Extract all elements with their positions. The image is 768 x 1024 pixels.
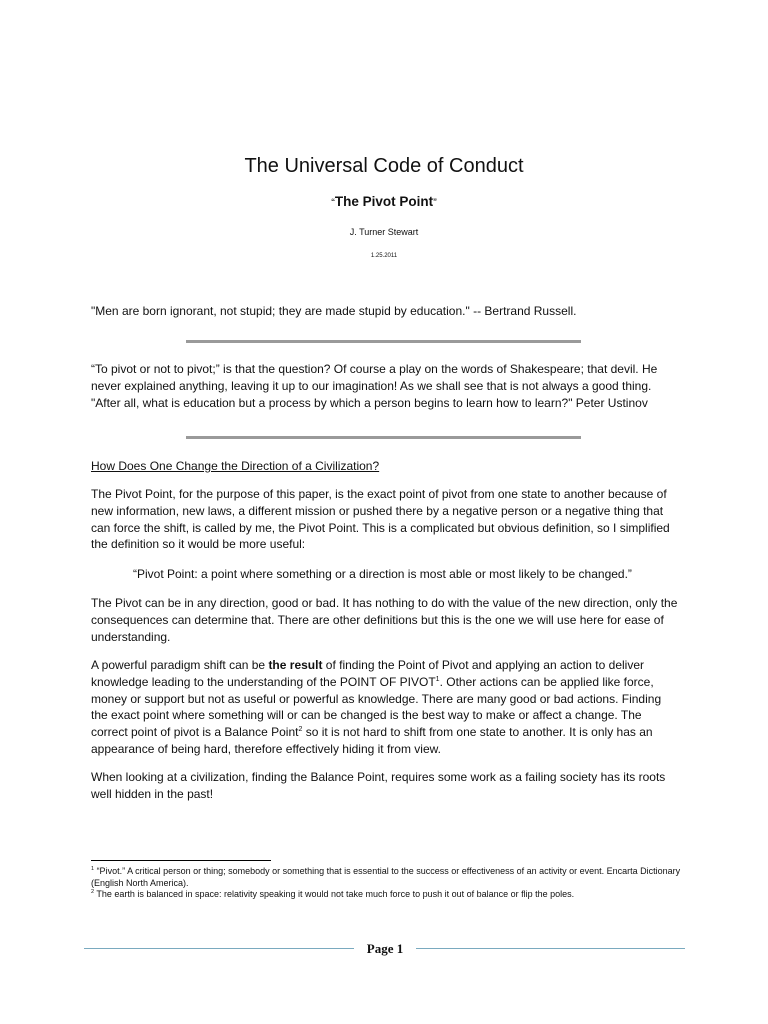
paragraph-balance-point: When looking at a civilization, finding the Balance Point, requires some work as a failing society has its roots well hidden in the past! [91,770,666,801]
separator-rule [186,340,581,343]
para3-bold: the result [268,658,323,672]
quote-pivot: “To pivot or not to pivot;” is that the question? Of course a play on the words of Shakespeare; that devil. He never explained anything, leaving it up to our imagination! As we shall see that is not always a good thing. "After all, what is education but a process by which a person begins to learn how to learn?" Peter Ustinov [91,362,658,410]
footnote-number: 1 [91,866,95,872]
page-number: Page 1 [366,941,404,956]
para3-text: . Other actions can be applied like force, money or support but not as useful or powerful as knowledge. There are many good or bad actions. Finding the exact point where something will or can be changed is the best way to make or affect a change. The correct point of pivot is a Balance Point [91,674,662,740]
document-author: J. Turner Stewart [349,227,419,237]
document-date: 1.25.2011 [370,253,398,259]
footnote-1 [91,866,681,889]
page-footer [84,940,685,958]
footnote-ref-2[interactable]: 2 [298,726,303,734]
separator-rule [186,436,581,439]
subtitle-open-quote: “ [331,197,335,209]
paragraph-pivot-definition: The Pivot Point, for the purpose of this paper, is the exact point of pivot from one state to another because of new information, new laws, a different mission or pushed there by a negative person or a negative thing that can force the shift, is called by me, the Pivot Point. This is a complicated but obvious definition, so I simplified the definition so it would be more useful: [91,487,670,552]
definition-quote: “Pivot Point: a point where something or a direction is most able or most likely to be changed.” [133,567,632,581]
paragraph-direction: The Pivot can be in any direction, good or bad. It has nothing to do with the value of the new direction, only the consequences can determine that. There are other definitions but this is the one we will use here for ease of understanding. [91,596,678,644]
footer-rule-left [84,948,354,949]
footnote-text: “Pivot.” A critical person or thing; somebody or something that is essential to the success or effectiveness of an activity or event. Encarta Dictionary (English North America). [91,866,681,888]
paragraph-paradigm-shift [91,657,681,758]
footnote-text: The earth is balanced in space: relativity speaking it would not take much force to push it out of balance or flip the poles. [94,889,575,899]
footnote-number: 2 [91,889,95,895]
document-subtitle [0,193,768,212]
quote-russell: "Men are born ignorant, not stupid; they are made stupid by education." -- Bertrand Russell. [91,304,577,318]
footnote-2 [91,889,681,901]
para3-text: of finding the Point of Pivot and applying an action to deliver knowledge leading to the understanding of the POINT OF PIVOT [91,658,644,689]
footnote-separator [91,860,271,861]
para3-text: A powerful paradigm shift can be [91,658,269,672]
subtitle-close-quote: ” [433,197,437,209]
document-title: The Universal Code of Conduct [244,155,524,177]
section-heading: How Does One Change the Direction of a Civilization? [91,459,380,473]
subtitle-text: The Pivot Point [334,194,434,209]
footnotes [91,866,681,901]
footnote-ref-1[interactable]: 1 [435,675,440,683]
footer-rule-right [416,948,685,949]
para3-text: so it is not hard to shift from one state to another. It is only has an appearance of being hard, therefore effectively hiding it from view. [91,725,653,756]
